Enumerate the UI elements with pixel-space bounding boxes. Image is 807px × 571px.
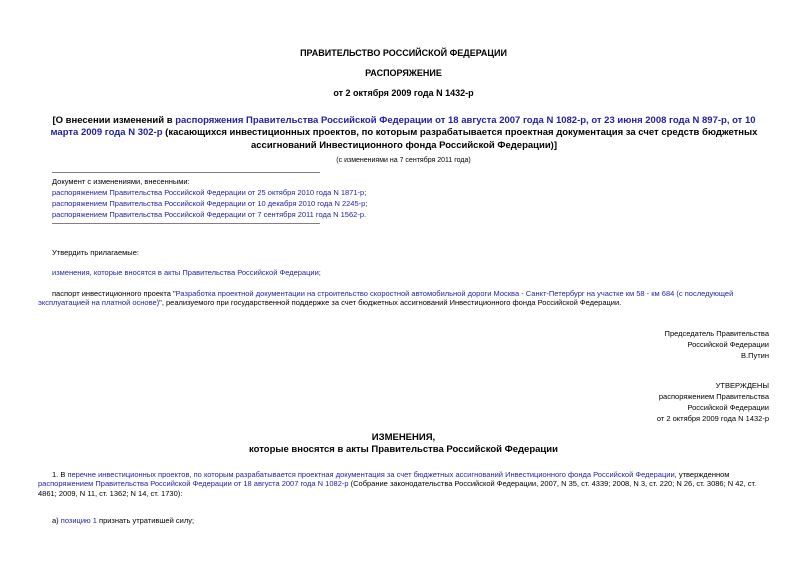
amendment-link-2[interactable]: распоряжением Правительства Российской Федерации от 10 декабря 2010 года N 2245-р;: [52, 199, 368, 208]
passport-text-start: паспорт инвестиционного проекта ": [52, 289, 176, 298]
changes-paragraph-1: [38, 470, 770, 498]
item-a-suffix: признать утратившей силу;: [96, 516, 195, 525]
title-rest: (касающихся инвестиционных проектов, по которым разрабатывается проектная документация за счет средств бюджетных ассигнований Инвестиционного фонда Российской Федерации)]: [162, 127, 758, 151]
p1-list-link[interactable]: перечне инвестиционных проектов, по которым разрабатывается проектная документация за счет бюджетных ассигнований Инвестиционного фонда Российской Федерации: [67, 470, 675, 479]
divider-bottom: [52, 223, 320, 224]
p1-start: 1. В: [52, 470, 68, 479]
approved-country: Российской Федерации: [687, 403, 769, 412]
title-link[interactable]: распоряжения Правительства Российской Федерации от 18 августа 2007 года N 1082-р, от 23 июня 2008 года N 897-р, от 10 марта 2009 года N 302-р: [50, 115, 756, 139]
passport-link[interactable]: Разработка проектной документации на строительство скоростной автомобильной дороги Москва - Санкт-Петербург на участке км 58 - км 684 (с последующей эксплуатацией на платной основе): [38, 289, 734, 308]
item-a-prefix: а): [52, 516, 61, 525]
changes-link[interactable]: изменения, которые вносятся в акты Правительства Российской Федерации;: [52, 268, 321, 277]
approved-date: от 2 октября 2009 года N 1432-р: [656, 414, 769, 423]
p1-middle: , утвержденном: [674, 470, 730, 479]
passport-text-end: ", реализуемого при государственной поддержке за счет бюджетных ассигнований Инвестиционного фонда Российской Федерации.: [159, 298, 622, 308]
approve-text: Утвердить прилагаемые:: [52, 248, 139, 257]
document-date-number: от 2 октября 2009 года N 1432-р: [333, 88, 474, 98]
amendment-link-3[interactable]: распоряжением Правительства Российской Федерации от 7 сентября 2011 года N 1562-р.: [52, 210, 367, 219]
revision-note: (с изменениями на 7 сентября 2011 года): [336, 157, 471, 164]
amendments-intro: Документ с изменениями, внесенными:: [52, 177, 190, 186]
government-header: ПРАВИТЕЛЬСТВО РОССИЙСКОЙ ФЕДЕРАЦИИ: [300, 48, 507, 58]
title-open: [О внесении изменений в: [52, 115, 176, 126]
p1-order-link[interactable]: распоряжением Правительства Российской Федерации от 18 августа 2007 года N 1082-р: [38, 479, 349, 489]
signature-name: В.Путин: [741, 351, 769, 360]
changes-title: ИЗМЕНЕНИЯ,: [371, 432, 436, 443]
divider-top: [52, 172, 320, 173]
p1-end: (Собрание законодательства Российской Федерации, 2007, N 35, ст. 4339; 2008, N 3, ст. 220; N 26, ст. 3086; N 42, ст. 4861; 2009, N 11, ст. 1362; N 14, ст. 1730):: [38, 479, 757, 498]
signature-country: Российской Федерации: [687, 340, 769, 349]
approved-label: УТВЕРЖДЕНЫ: [715, 381, 769, 390]
item-a-link[interactable]: позицию 1: [60, 516, 97, 525]
signature-title: Председатель Правительства: [664, 329, 769, 338]
changes-subtitle: которые вносятся в акты Правительства Российской Федерации: [249, 444, 558, 455]
changes-item-a: [52, 516, 194, 525]
project-passport-paragraph: [38, 289, 770, 308]
amendment-link-1[interactable]: распоряжением Правительства Российской Федерации от 25 октября 2010 года N 1871-р;: [52, 188, 367, 197]
document-title: [44, 115, 764, 152]
approved-by: распоряжением Правительства: [658, 392, 769, 401]
document-type: РАСПОРЯЖЕНИЕ: [365, 68, 442, 78]
